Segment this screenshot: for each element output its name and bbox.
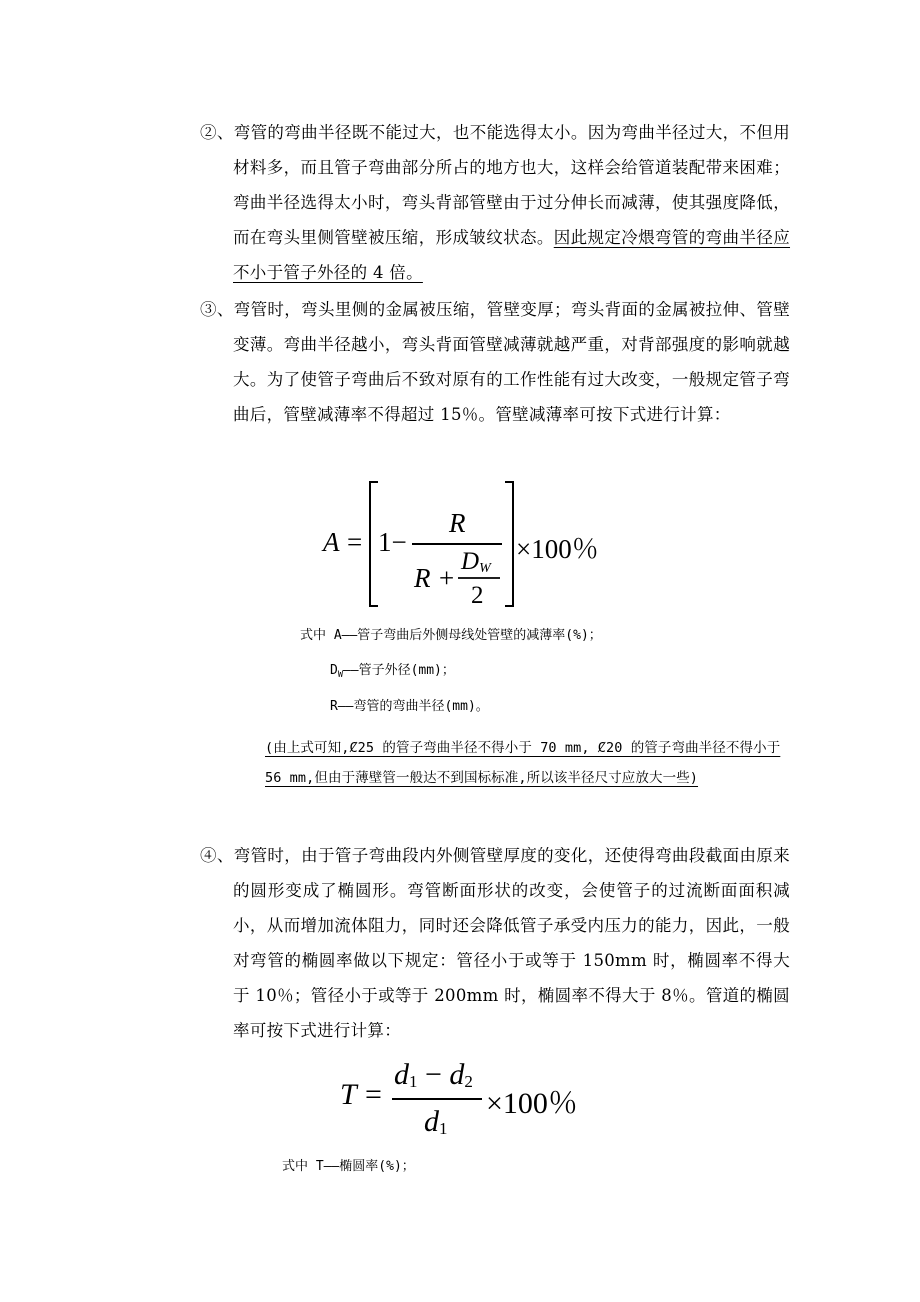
formula-1-lhs: A [323, 527, 340, 557]
formula-1-legend-a: 式中 A——管子弯曲后外侧母线处管壁的减薄率(%)； [300, 628, 602, 643]
dw-letter: D [461, 548, 480, 575]
formula-2-lhs: T [340, 1078, 357, 1111]
num-d1-subscript: 1 [409, 1072, 418, 1091]
item-2-text: ②、弯管的弯曲半径既不能过大，也不能选得太小。因为弯曲半径过大，不但用材料多，而且管子弯曲部分所占的地方也大，这样会给管道装配带来困难；弯曲半径选得太小时，弯头背部管壁由于过分伸长而减薄，使其强度降低，而在弯头里侧管壁被压缩，形成皱纹状态。 [200, 123, 790, 247]
formula-1-equals: = [347, 527, 363, 557]
formula-2-times-percent: ×100％ [486, 1087, 578, 1120]
formula-1-denominator-r-plus: R + [414, 563, 456, 593]
formula-2-numerator [394, 1058, 473, 1092]
den-d1-subscript: 1 [439, 1119, 448, 1138]
legend-dw-letter: D [330, 663, 338, 678]
den-d1: d [424, 1105, 439, 1138]
legend-dw-rest: ——管子外径(mm)； [342, 663, 455, 678]
formula-2-legend-t: 式中 T——椭圆率(%)； [282, 1159, 415, 1174]
formula-1-times-percent: ×100％ [516, 534, 599, 564]
formula-1-one-minus: 1− [378, 527, 407, 557]
formula-1-two: 2 [471, 582, 484, 609]
item-4-text: ④、弯管时，由于管子弯曲段内外侧管壁厚度的变化，还使得弯曲段截面由原来的圆形变成了椭圆形。弯管断面形状的改变，会使管子的过流断面面积减小，从而增加流体阻力，同时还会降低管子承受内压力的能力，因此，一般对弯管的椭圆率做以下规定：管径小于或等于 150mm 时，椭圆率不得大于 10％；管径小于或等于 200mm 时，椭圆率不得大于 8％。管道的椭圆率可按下式进行计算： [200, 846, 790, 1040]
item-2-underlined-text: 因此规定冷煨弯管的弯曲半径应不小于管子外径的 4 倍。 [233, 228, 791, 282]
formula-2-denominator [424, 1105, 448, 1139]
note-text: (由上式可知,Ȼ25 的管子弯曲半径不得小于 70 mm, Ȼ20 的管子弯曲半径不得小于 56 mm,但由于薄壁管一般达不到国标标准,所以该半径尺寸应放大一些) [265, 740, 781, 786]
num-d2: d [449, 1058, 465, 1091]
formula-2-equals: = [365, 1078, 382, 1111]
formula-1-legend-r: R——弯管的弯曲半径(mm)。 [330, 699, 489, 714]
formula-1-numerator: R [449, 508, 466, 538]
legend-dw-subscript: W [337, 669, 343, 679]
num-minus: − [417, 1058, 450, 1091]
num-d2-subscript: 2 [464, 1072, 473, 1091]
item-3-text: ③、弯管时，弯头里侧的金属被压缩，管壁变厚；弯头背面的金属被拉伸、管壁变薄。弯曲半径越小，弯头背面管壁减薄就越严重，对背部强度的影响就越大。为了使管子弯曲后不致对原有的工作性能有过大改变，一般规定管子弯曲后，管壁减薄率不得超过 15％。管壁减薄率可按下式进行计算： [200, 300, 790, 424]
dw-subscript: W [479, 561, 491, 576]
num-d1: d [394, 1058, 409, 1091]
